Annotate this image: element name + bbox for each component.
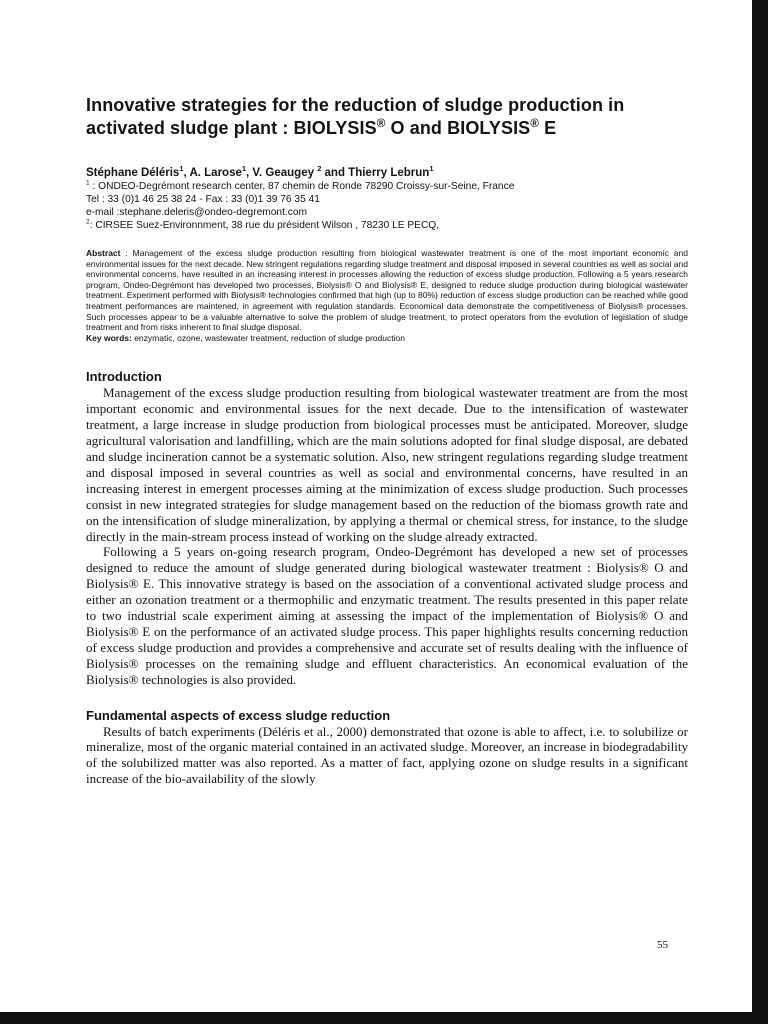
author-list bbox=[86, 166, 688, 180]
scan-border-bottom bbox=[0, 1012, 768, 1024]
contact-email: e-mail :stephane.deleris@ondeo-degremont.com bbox=[86, 207, 308, 218]
introduction-paragraph-2: Following a 5 years on-going research program, Ondeo-Degrémont has developed a new set of processes designed to reduce the amount of sludge generated during biological wastewater treatment : Biolysis® O and Biolysis® E. This innovative strategy is based on the association of a conventional activated sludge process and either an ozonation treatment or a thermophilic and enzymatic treatment. The results presented in this paper relate to two industrial scale experiment aiming at assessing the impact of the implementation of Biolysis® O and Biolysis® E on the performance of an activated sludge process. This paper highlights results concerning reduction of excess sludge production and provides a comprehensive and accurate set of results dealing with the influence of Biolysis® processes on the remaining sludge and effluent characteristics. An economical evaluation of the Biolysis® technologies is also provided. bbox=[86, 544, 688, 687]
contact-phone: Tel : 33 (0)1 46 25 38 24 - Fax : 33 (0)1 39 76 35 41 bbox=[86, 194, 320, 205]
introduction-heading: Introduction bbox=[86, 369, 162, 385]
abstract-text: : Management of the excess sludge production resulting from biological wastewater treatment is one of the most important economic and environmental issues for the next decade. New stringent regulations regarding sludge treatment and disposal imposed in several countries as well as social and environmental concerns, have resulted in an increasing interest in processes allowing the reduction of excess sludge production. Following a 5 years research program, Ondeo-Degrémont has developed two processes, Biolysis® O and Biolysis® E, designed to reduce sludge production during biological wastewater treatment. Experiment performed with Biolysis® technologies confirmed that high (up to 80%) reduction of excess sludge production can be reached while good treatment performances are maintened, in agreement with regulation standards. Economical data demonstrate the competitiveness of Biolysis® processes. Such processes appear to be a valuable alternative to solve the problem of sludge treatment, to protect operators from the evolution of legislation of sludge treatment and from risks inherent to final sludge disposal. bbox=[86, 248, 688, 333]
paper-title bbox=[86, 94, 688, 140]
title-line-2-suffix: E bbox=[539, 118, 557, 138]
affiliation-marker: 1 bbox=[179, 164, 184, 174]
keywords bbox=[86, 333, 688, 344]
affiliation-marker: 2 bbox=[86, 218, 90, 226]
author-name: and Thierry Lebrun bbox=[321, 167, 430, 179]
author-name: , V. Geaugey bbox=[246, 167, 318, 179]
title-line-1: Innovative strategies for the reduction of sludge production in bbox=[86, 95, 625, 115]
abstract bbox=[86, 248, 688, 333]
fundamental-aspects-heading: Fundamental aspects of excess sludge reduction bbox=[86, 707, 391, 723]
title-line-2-prefix: activated sludge plant : BIOLYSIS bbox=[86, 118, 377, 138]
affiliation-2-text: : CIRSEE Suez-Environnment, 38 rue du président Wilson , 78230 LE PECQ, bbox=[89, 220, 440, 231]
registered-mark: ® bbox=[376, 117, 386, 130]
paper-page bbox=[86, 94, 688, 787]
affiliation-marker: 2 bbox=[317, 164, 322, 174]
keywords-label: Key words: bbox=[86, 332, 132, 343]
affiliation-1 bbox=[86, 180, 688, 193]
affiliation-marker: 1 bbox=[241, 164, 247, 174]
keywords-text: enzymatic, ozone, wastewater treatment, reduction of sludge production bbox=[131, 332, 405, 343]
scan-border-right bbox=[752, 0, 768, 1024]
fundamental-paragraph-1: Results of batch experiments (Déléris et al., 2000) demonstrated that ozone is able to affect, i.e. to solubilize or mineralize, most of the organic material contained in an activated sludge. Moreover, an increase in biodegradability of the solubilized matter was also reported. As a matter of fact, applying ozone on sludge results in a significant increase of the bio-availability of the slowly bbox=[86, 723, 688, 787]
affiliation-marker: 1 bbox=[86, 179, 90, 187]
affiliation-marker: 1 bbox=[429, 164, 434, 174]
author-name: , A. Larose bbox=[183, 167, 242, 179]
abstract-label: Abstract bbox=[86, 248, 121, 258]
affiliation-2 bbox=[86, 219, 688, 232]
affiliations bbox=[86, 180, 688, 232]
author-name: Stéphane Déléris bbox=[86, 167, 180, 179]
page-number: 55 bbox=[657, 939, 668, 951]
registered-mark: ® bbox=[530, 117, 540, 130]
introduction-paragraph-1: Management of the excess sludge production resulting from biological wastewater treatment are from the most important economic and environmental issues for the next decade. Due to the intensification of wastewater treatment, a large increase in sludge production from biological processes must be anticipated. Moreover, sludge agricultural valorisation and landfilling, which are the main solutions adopted for final sludge disposal, are debated and sludge incineration cannot be a systematic solution. Also, new stringent regulations regarding sludge treatment and disposal imposed in several countries as well as social and environmental concerns, have resulted in an increasing interest in emergent processes aiming at the minimization of excess sludge production. Such processes consist in new integrated strategies for sludge management based on the reduction of the biomass growth rate and on the intensification of sludge mineralization, by applying a thermal or chemical stress, for instance, to the sludge directly in the main-stream process instead of working on the sludge already extracted. bbox=[86, 385, 688, 544]
affiliation-1-text: : ONDEO-Degrémont research center, 87 chemin de Ronde 78290 Croissy-sur-Seine, France bbox=[89, 181, 515, 192]
title-line-2-middle: O and BIOLYSIS bbox=[385, 118, 531, 138]
